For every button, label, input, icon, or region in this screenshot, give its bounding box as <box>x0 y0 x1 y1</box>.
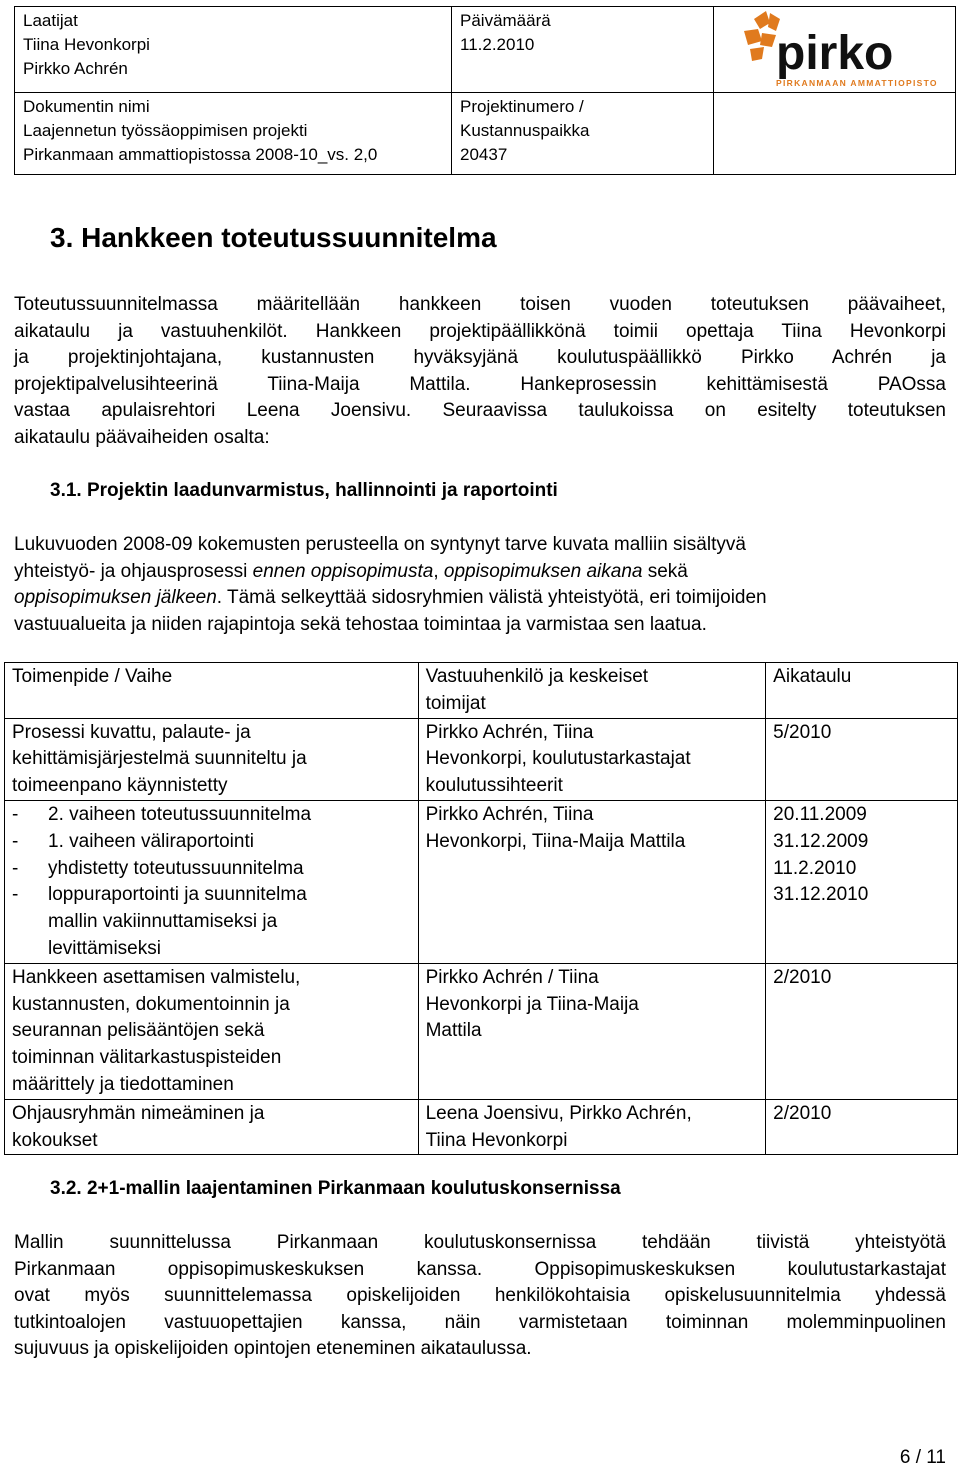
paragraph-line: Lukuvuoden 2008-09 kokemusten perusteella on syntynyt tarve kuvata malliin sisältyvä <box>14 534 746 555</box>
list-item-text: mallin vakiinnuttamiseksi ja <box>48 911 278 933</box>
cell-line: Ohjausryhmän nimeäminen ja <box>12 1102 265 1124</box>
cell-line: kustannusten, dokumentoinnin ja <box>12 993 290 1015</box>
cell-line: 2/2010 <box>773 966 832 988</box>
project-number-cell <box>452 93 714 174</box>
authors-label: Laatijat <box>23 11 78 30</box>
logo-tagline: PIRKANMAAN AMMATTIOPISTO <box>776 78 938 88</box>
cell-line: toiminnan välitarkastuspisteiden <box>12 1047 282 1069</box>
text-run: , <box>433 560 444 582</box>
date-cell <box>452 7 714 93</box>
schedule-table <box>4 662 958 1155</box>
paragraph-line: vastaa apulaisrehtori Leena Joensivu. Seuraavissa taulukoissa on esitelty toteutuksen <box>14 400 946 422</box>
list-item-text: 2. vaiheen toteutussuunnitelma <box>48 803 312 825</box>
svg-text:pirko: pirko <box>776 27 894 80</box>
italic-run: oppisopimuksen aikana <box>443 560 643 582</box>
cell-line: Pirkko Achrén, Tiina <box>425 803 594 825</box>
paragraph-line <box>14 559 946 586</box>
header-schedule: Aikataulu <box>773 666 852 687</box>
document-name-label: Dokumentin nimi <box>23 97 150 116</box>
list-item <box>12 856 412 883</box>
dash-bullet: - <box>12 830 19 852</box>
cell-line: 31.12.2010 <box>773 884 869 906</box>
list-item-text: loppuraportointi ja suunnitelma <box>48 884 307 906</box>
paragraph-line: Mallin suunnittelussa Pirkanmaan koulutuskonsernissa tehdään tiivistä yhteistyötä <box>14 1232 946 1253</box>
cell-line: Leena Joensivu, Pirkko Achrén, <box>425 1102 692 1124</box>
table-row <box>5 1099 958 1155</box>
responsible-cell <box>418 963 766 1099</box>
paragraph-line: Toteutussuunnitelmassa määritellään hankkeen toisen vuoden toteutuksen päävaiheet, <box>14 294 946 315</box>
project-number-label: Projektinumero / <box>460 97 584 116</box>
section-3-1-paragraph <box>14 532 946 638</box>
cell-line: Mattila <box>425 1020 482 1042</box>
paragraph-line: projektipalvelusihteerinä Tiina-Maija Mattila. Hankeprosessin kehittämisestä PAOssa <box>14 373 946 395</box>
cell-line: 31.12.2009 <box>773 830 869 852</box>
paragraph-line: ja projektinjohtajana, kustannusten hyväksyjänä koulutuspäällikkö Pirkko Achrén ja <box>14 347 946 369</box>
cell-line: määrittely ja tiedottaminen <box>12 1073 234 1095</box>
author-2: Pirkko Achrén <box>23 59 128 78</box>
document-header <box>14 6 956 175</box>
cell-line: Hevonkorpi, Tiina-Maija Mattila <box>425 830 686 852</box>
list-item-text: levittämiseksi <box>48 937 161 959</box>
project-number-value: 20437 <box>460 145 508 164</box>
authors-cell <box>15 7 452 93</box>
action-cell <box>5 718 419 800</box>
action-cell <box>5 800 419 963</box>
cell-line: 2/2010 <box>773 1102 832 1124</box>
paragraph-line: aikataulu päävaiheiden osalta: <box>14 426 270 448</box>
cell-line: seurannan pelisääntöjen sekä <box>12 1020 265 1042</box>
table-header-cell <box>418 663 766 719</box>
cell-line: kehittämisjärjestelmä suunniteltu ja <box>12 748 307 770</box>
logo-cell <box>714 7 955 93</box>
table-row <box>5 800 958 963</box>
list-item-text: yhdistetty toteutussuunnitelma <box>48 857 304 879</box>
header-action: Toimenpide / Vaihe <box>12 666 173 687</box>
empty-cell <box>714 93 955 174</box>
cell-line: 5/2010 <box>773 721 832 743</box>
paragraph-line: sujuvuus ja opiskelijoiden opintojen eteneminen aikataulussa. <box>14 1338 532 1359</box>
list-item <box>12 829 412 856</box>
cell-line: kokoukset <box>12 1129 98 1151</box>
cell-line: toimeenpano käynnistetty <box>12 775 228 797</box>
action-cell <box>5 1099 419 1155</box>
text-run: . Tämä selkeyttää sidosryhmien välistä yhteistyötä, eri toimijoiden <box>216 587 767 609</box>
date-label: Päivämäärä <box>460 11 551 30</box>
paragraph-line <box>14 585 946 612</box>
action-cell <box>5 963 419 1099</box>
italic-run: ennen oppisopimusta <box>252 560 434 582</box>
paragraph-line: ovat myös suunnittelemassa opiskelijoiden henkilökohtaisia opiskelusuunnitelmia yhdessä <box>14 1285 946 1306</box>
table-header-cell <box>5 663 419 719</box>
header-responsible-line: toimijat <box>425 692 486 714</box>
author-1: Tiina Hevonkorpi <box>23 35 150 54</box>
cell-line: Tiina Hevonkorpi <box>425 1129 568 1151</box>
responsible-cell <box>418 800 766 963</box>
list-item-text: 1. vaiheen väliraportointi <box>48 830 254 852</box>
section-3-2-heading: 3.2. 2+1-mallin laajentaminen Pirkanmaan koulutuskonsernissa <box>50 1178 621 1199</box>
cell-line: Hevonkorpi ja Tiina-Maija <box>425 993 639 1015</box>
table-row <box>5 963 958 1099</box>
page-number: 6 / 11 <box>899 1447 946 1468</box>
header-responsible-line: Vastuuhenkilö ja keskeiset <box>425 666 649 687</box>
section-3-paragraph <box>14 292 946 452</box>
table-row <box>5 718 958 800</box>
text-run: yhteistyö- ja ohjausprosessi <box>14 560 253 582</box>
table-header-cell <box>766 663 958 719</box>
cell-line: Pirkko Achrén, Tiina <box>425 721 594 743</box>
cell-line: koulutussihteerit <box>425 775 563 797</box>
responsible-cell <box>418 718 766 800</box>
table-header-row <box>5 663 958 719</box>
list-item <box>12 882 412 962</box>
paragraph-line: aikataulu ja vastuuhenkilöt. Hankkeen projektipäällikkönä toimii opettaja Tiina Hevonkorpi <box>14 320 946 342</box>
document-name-cell <box>15 93 452 174</box>
cell-line: 20.11.2009 <box>773 803 867 825</box>
cell-line: Prosessi kuvattu, palaute- ja <box>12 721 251 743</box>
cell-line: Pirkko Achrén / Tiina <box>425 966 599 988</box>
schedule-cell <box>766 800 958 963</box>
paragraph-line: tutkintoalojen vastuuopettajien kanssa, näin varmistetaan toiminnan molemminpuolinen <box>14 1311 946 1333</box>
section-3-heading: 3. Hankkeen toteutussuunnitelma <box>50 222 497 253</box>
text-run: sekä <box>642 560 688 582</box>
cost-center-label: Kustannuspaikka <box>460 121 590 140</box>
date-value: 11.2.2010 <box>460 35 535 54</box>
schedule-cell <box>766 1099 958 1155</box>
document-name-2: Pirkanmaan ammattiopistossa 2008-10_vs. 2,0 <box>23 145 378 164</box>
dash-bullet: - <box>12 803 19 825</box>
cell-line: Hankkeen asettamisen valmistelu, <box>12 966 301 988</box>
cell-line: Hevonkorpi, koulutustarkastajat <box>425 748 691 770</box>
paragraph-line: vastuualueita ja niiden rajapintoja sekä tehostaa toimintaa ja varmistaa sen laatua. <box>14 613 707 635</box>
cell-line: 11.2.2010 <box>773 857 857 879</box>
responsible-cell <box>418 1099 766 1155</box>
paragraph-line: Pirkanmaan oppisopimuskeskuksen kanssa. Oppisopimuskeskuksen koulutustarkastajat <box>14 1258 946 1280</box>
list-item <box>12 802 412 829</box>
italic-run: oppisopimuksen jälkeen <box>14 587 217 609</box>
dash-bullet: - <box>12 857 19 879</box>
schedule-cell <box>766 718 958 800</box>
section-3-1-heading: 3.1. Projektin laadunvarmistus, hallinnointi ja raportointi <box>50 480 558 501</box>
section-3-2-paragraph <box>14 1230 946 1363</box>
dash-bullet: - <box>12 884 19 906</box>
schedule-cell <box>766 963 958 1099</box>
document-name-1: Laajennetun työssäoppimisen projekti <box>23 121 308 140</box>
